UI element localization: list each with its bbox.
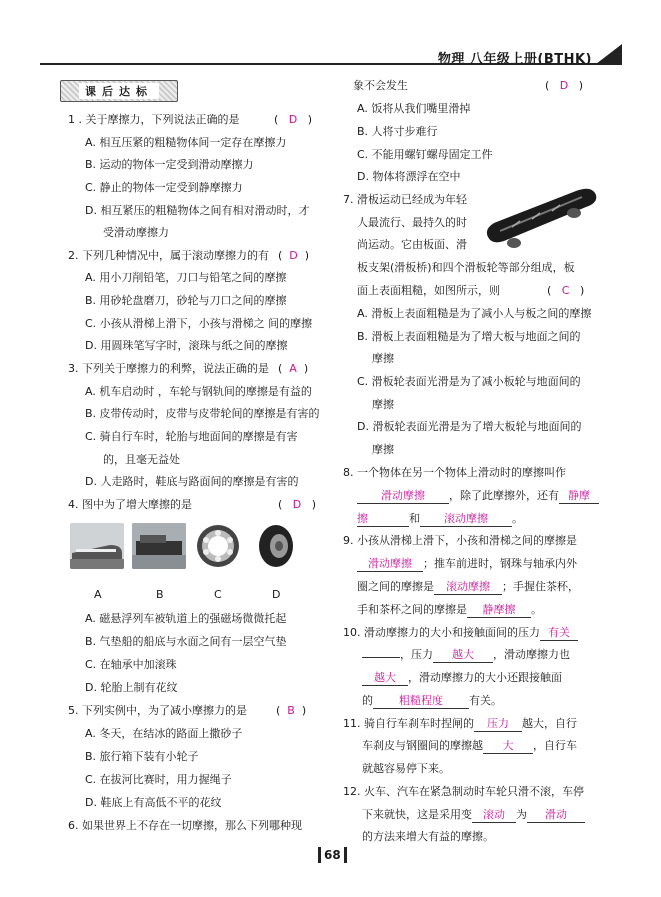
q8-line-3: 擦 和 滚动摩擦 。 (357, 512, 523, 525)
q7-stem-1: 7. 滑板运动已经成为年轻 (343, 193, 467, 206)
q11-blank-1: 压力 (474, 717, 522, 732)
q3-option-c: C. 骑自行车时，轮胎与地面间的摩擦是有害 (85, 430, 298, 443)
section-banner (60, 80, 178, 102)
q8-line-1: 8. 一个物体在另一个物体上滑动时的摩擦叫作 (343, 466, 566, 479)
q9-line-1: 9. 小孩从滑梯上滑下，小孩和滑梯之间的摩擦是 (343, 534, 577, 547)
q10-blank-4: 粗糙程度 (373, 694, 469, 709)
q7-option-d-cont: 摩擦 (372, 443, 394, 456)
q7-stem-4: 板支架(滑板桥)和四个滑板轮等部分组成，板 (357, 261, 575, 274)
q6-option-b: B. 人将寸步难行 (357, 125, 438, 138)
q2-option-c: C. 小孩从滑梯上滑下，小孩与滑梯之 间的摩擦 (85, 317, 313, 330)
q7-option-d: D. 滑板轮表面光滑是为了增大板轮与地面间的 (357, 420, 582, 433)
q3-answer: ( A ) (278, 362, 309, 375)
q11-line-3: 就越容易停下来。 (362, 762, 450, 775)
q8-blank-2b: 擦 (357, 512, 409, 527)
q1-option-d-cont: 受滑动摩擦力 (103, 226, 169, 239)
q4-option-b: B. 气垫船的船底与水面之间有一层空气垫 (85, 635, 287, 648)
q5-option-b: B. 旅行箱下装有小轮子 (85, 750, 199, 763)
q8-line-2: 滑动摩擦 ，除了此摩擦外，还有 静摩 (357, 488, 599, 504)
q7-stem-5: 面上表面粗糙，如图所示，则 (357, 284, 500, 297)
q1-stem: 1 . 关于摩擦力，下列说法正确的是 (68, 113, 240, 126)
bearing-image (194, 523, 242, 569)
q6-option-a: A. 饭将从我们嘴里滑掉 (357, 102, 471, 115)
q5-option-a: A. 冬天，在结冰的路面上撒砂子 (85, 727, 243, 740)
q4-option-d: D. 轮胎上制有花纹 (85, 681, 178, 694)
q3-option-c-cont: 的，且毫无益处 (103, 453, 180, 466)
tire-image (252, 523, 300, 569)
q5-option-d: D. 鞋底上有高低不平的花纹 (85, 796, 222, 809)
hovercraft-image (132, 523, 186, 569)
q9-blank-2: 滚动摩擦 (434, 580, 502, 595)
q12-blank-2: 滑动 (527, 808, 585, 823)
q11-line-1: 11. 骑自行车刹车时捏闸的 压力 越大，自行 (343, 717, 577, 730)
page-header (40, 30, 622, 67)
q12-blank-1: 滚动 (472, 808, 516, 823)
q10-blank-2: 越大 (433, 648, 493, 663)
q6-option-d: D. 物体将漂浮在空中 (357, 170, 461, 183)
q3-option-a: A. 机车启动时 ，车轮与钢轨间的摩擦是有益的 (85, 385, 312, 398)
q4-image-label-d: D (272, 588, 281, 601)
book-title: 物理 八年级上册(BTHK) (437, 52, 592, 67)
q10-line-1: 10. 滑动摩擦力的大小和接触面间的压力 有关 (343, 625, 578, 641)
header-rule (40, 63, 622, 65)
q7-stem-3: 尚运动。它由板面、滑 (357, 238, 467, 251)
q9-blank-1: 滑动摩擦 (357, 557, 423, 572)
q7-option-b: B. 滑板上表面粗糙是为了增大板与地面之间的 (357, 330, 581, 343)
q1-answer: ( D ) (274, 113, 313, 126)
q9-line-2: 滑动摩擦 ；推车前进时，钢珠与轴承内外 (357, 556, 577, 572)
q1-option-b: B. 运动的物体一定受到滑动摩擦力 (85, 158, 254, 171)
q8-blank-2a: 静摩 (559, 489, 599, 504)
q4-answer: ( D ) (278, 498, 317, 511)
q1-option-d: D. 相互紧压的粗糙物体之间有相对滑动时，才 (85, 204, 310, 217)
q5-stem: 5. 下列实例中，为了减小摩擦力的是 (68, 704, 247, 717)
q9-line-3: 圈之间的摩擦是 滚动摩擦 ；手握住茶杯， (357, 580, 579, 593)
q10-line-3: 越大 ，滑动摩擦力的大小还跟接触面 (362, 670, 562, 686)
q8-blank-3: 滚动摩擦 (420, 512, 512, 527)
q8-blank-1: 滑动摩擦 (357, 489, 449, 504)
q6-stem-cont: 象不会发生 (353, 79, 408, 92)
q2-option-d: D. 用圆珠笔写字时，滚珠与纸之间的摩擦 (85, 339, 288, 352)
maglev-train-image (70, 523, 124, 569)
q3-option-b: B. 皮带传动时，皮带与皮带轮间的摩擦是有害的 (85, 407, 320, 420)
q7-stem-2: 人最流行、最持久的时 (357, 216, 467, 229)
q4-stem: 4. 图中为了增大摩擦的是 (68, 498, 192, 511)
skateboard-image (482, 185, 602, 251)
header-corner (596, 44, 622, 64)
q2-option-a: A. 用小刀削铅笔，刀口与铅笔之间的摩擦 (85, 271, 287, 284)
q11-blank-2: 大 (483, 739, 533, 754)
q4-image-label-b: B (156, 588, 164, 601)
q2-stem: 2. 下列几种情况中，属于滚动摩擦力的有 (68, 249, 269, 262)
q3-stem: 3. 下列关于摩擦力的利弊，说法正确的是 (68, 362, 269, 375)
q10-line-4: 的 粗糙程度 有关。 (362, 694, 502, 707)
q10-blank-3: 越大 (362, 671, 408, 686)
q12-line-3: 的方法来增大有益的摩擦。 (362, 830, 494, 843)
q10-blank-1: 有关 (540, 626, 578, 641)
q3-option-d: D. 人走路时，鞋底与路面间的摩擦是有害的 (85, 475, 299, 488)
q4-image-label-c: C (214, 588, 222, 601)
q9-blank-3: 静摩擦 (467, 603, 531, 618)
q12-line-2: 下来就快，这是采用变 滚动 为 滑动 (362, 807, 585, 823)
q7-option-a: A. 滑板上表面粗糙是为了减小人与板之间的摩擦 (357, 307, 592, 320)
q1-option-c: C. 静止的物体一定受到静摩擦力 (85, 181, 243, 194)
q7-option-c-cont: 摩擦 (372, 398, 394, 411)
q2-answer: ( D ) (278, 249, 310, 262)
q7-option-c: C. 滑板轮表面光滑是为了减小板轮与地面间的 (357, 375, 581, 388)
q12-line-1: 12. 火车、汽车在紧急制动时车轮只滑不滚，车停 (343, 785, 584, 798)
q10-line-2: ，压力 越大 ，滑动摩擦力也 (362, 647, 570, 663)
page-number: 68 (318, 847, 347, 863)
q6-stem: 6. 如果世界上不存在一切摩擦，那么下列哪种现 (68, 819, 302, 832)
q4-option-c: C. 在轴承中加滚珠 (85, 658, 177, 671)
q2-option-b: B. 用砂轮盘磨刀，砂轮与刀口之间的摩擦 (85, 294, 287, 307)
q1-option-a: A. 相互压紧的粗糙物体间一定存在摩擦力 (85, 136, 287, 149)
q4-image-label-a: A (94, 588, 102, 601)
q7-answer: ( C ) (547, 284, 585, 297)
q7-option-b-cont: 摩擦 (372, 352, 394, 365)
q9-line-4: 手和茶杯之间的摩擦是 静摩擦 。 (357, 603, 542, 616)
q6-answer: ( D ) (545, 79, 584, 92)
q5-answer: ( B ) (276, 704, 307, 717)
q4-option-a: A. 磁悬浮列车被轨道上的强磁场微微托起 (85, 612, 287, 625)
section-title: 课后达标 (79, 83, 159, 99)
q11-line-2: 车刹皮与钢圈间的摩擦越 大 ，自行车 (362, 739, 577, 752)
q5-option-c: C. 在拔河比赛时，用力握绳子 (85, 773, 232, 786)
q6-option-c: C. 不能用螺钉螺母固定工件 (357, 148, 493, 161)
